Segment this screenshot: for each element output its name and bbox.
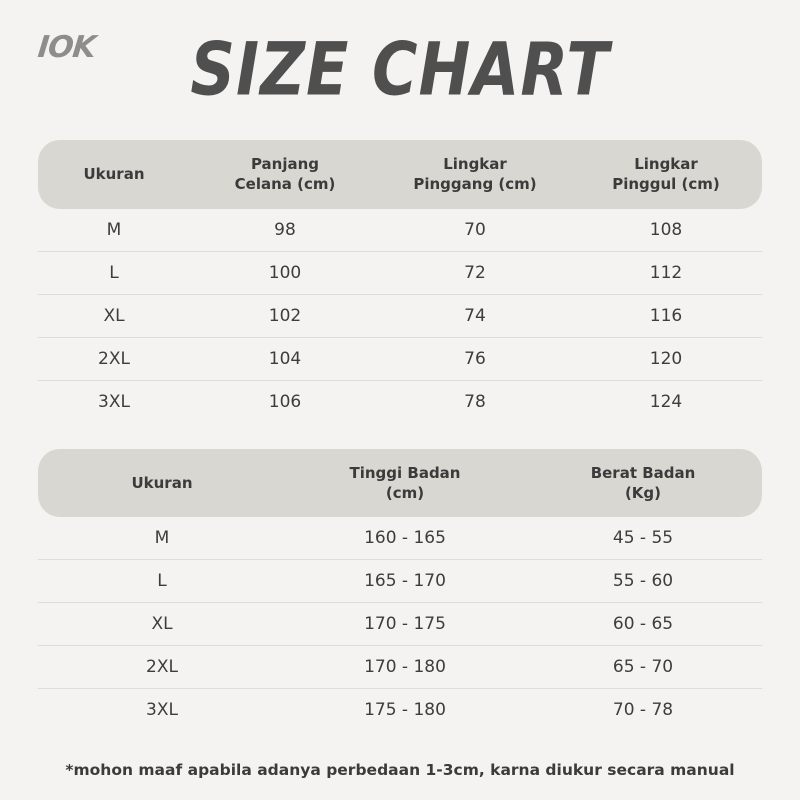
body-table-body — [38, 517, 762, 731]
measurements-table-body — [38, 209, 762, 423]
cell-lingkar-pinggang: 72 — [380, 251, 570, 294]
table-row — [38, 517, 762, 560]
cell-lingkar-pinggul: 108 — [570, 209, 762, 252]
cell-ukuran: L — [38, 560, 286, 603]
cell-ukuran: XL — [38, 294, 190, 337]
body-table-head — [38, 449, 762, 518]
table-row — [38, 294, 762, 337]
table-row — [38, 560, 762, 603]
cell-tinggi-badan: 170 - 180 — [286, 646, 524, 689]
cell-berat-badan: 65 - 70 — [524, 646, 762, 689]
column-header-lingkar-pinggang — [380, 140, 570, 209]
cell-berat-badan: 45 - 55 — [524, 517, 762, 560]
brand-logo: IOK — [36, 30, 97, 65]
table-row — [38, 380, 762, 423]
header-line-1: Lingkar — [443, 155, 507, 173]
measurements-table — [38, 140, 762, 423]
column-header-ukuran — [38, 140, 190, 209]
cell-ukuran: 3XL — [98, 391, 130, 412]
cell-ukuran: XL — [38, 603, 286, 646]
page-header — [0, 0, 800, 140]
cell-berat-badan: 70 - 78 — [612, 700, 674, 720]
cell-ukuran: M — [38, 517, 286, 560]
cell-ukuran: 2XL — [38, 646, 286, 689]
header-line-1: Panjang — [250, 155, 320, 173]
cell-tinggi-badan: 165 - 170 — [286, 560, 524, 603]
cell-lingkar-pinggang: 76 — [380, 337, 570, 380]
cell-ukuran: M — [38, 209, 190, 252]
table-row — [38, 337, 762, 380]
cell-panjang-celana: 102 — [190, 294, 380, 337]
cell-tinggi-badan: 175 - 180 — [364, 700, 446, 720]
header-line-2: Celana (cm) — [234, 175, 336, 194]
cell-lingkar-pinggul: 124 — [649, 391, 683, 412]
table-row — [38, 251, 762, 294]
table-row — [38, 646, 762, 689]
cell-lingkar-pinggang: 70 — [380, 209, 570, 252]
cell-lingkar-pinggang: 78 — [464, 391, 486, 412]
cell-lingkar-pinggul: 116 — [570, 294, 762, 337]
table-row — [38, 209, 762, 252]
column-header-berat-badan — [524, 449, 762, 518]
cell-berat-badan: 55 - 60 — [524, 560, 762, 603]
header-line-2: Pinggang (cm) — [413, 175, 537, 194]
header-line-1: Ukuran — [131, 473, 193, 492]
column-header-ukuran — [38, 449, 286, 518]
footnote-disclaimer: *mohon maaf apabila adanya perbedaan 1-3cm, karna diukur secara manual — [65, 761, 735, 779]
page-title: SIZE CHART — [190, 26, 610, 113]
cell-panjang-celana: 98 — [190, 209, 380, 252]
cell-ukuran: 2XL — [38, 337, 190, 380]
cell-ukuran: 3XL — [146, 700, 178, 720]
body-table — [38, 449, 762, 732]
table-header-row — [38, 140, 762, 209]
header-line-1: Ukuran — [83, 165, 145, 184]
cell-tinggi-badan: 170 - 175 — [286, 603, 524, 646]
measurements-table-container — [38, 140, 762, 423]
table-row — [38, 689, 762, 732]
cell-panjang-celana: 106 — [268, 391, 302, 412]
cell-lingkar-pinggul: 120 — [570, 337, 762, 380]
cell-lingkar-pinggul: 112 — [570, 251, 762, 294]
column-header-panjang-celana — [190, 140, 380, 209]
body-table-container — [38, 449, 762, 732]
header-line-1: Lingkar — [634, 155, 698, 173]
cell-berat-badan: 60 - 65 — [524, 603, 762, 646]
cell-panjang-celana: 100 — [190, 251, 380, 294]
cell-lingkar-pinggang: 74 — [380, 294, 570, 337]
table-row — [38, 603, 762, 646]
cell-panjang-celana: 104 — [190, 337, 380, 380]
cell-ukuran: L — [38, 251, 190, 294]
header-line-1: Tinggi Badan — [349, 463, 461, 482]
header-line-2: Pinggul (cm) — [612, 175, 720, 194]
column-header-tinggi-badan — [286, 449, 524, 518]
header-line-1: Berat Badan — [590, 463, 696, 482]
table-header-row — [38, 449, 762, 518]
column-header-lingkar-pinggul — [570, 140, 762, 209]
measurements-table-head — [38, 140, 762, 209]
header-line-2: (Kg) — [624, 483, 662, 502]
cell-tinggi-badan: 160 - 165 — [286, 517, 524, 560]
header-line-2: (cm) — [385, 483, 425, 502]
table-spacer — [0, 423, 800, 449]
